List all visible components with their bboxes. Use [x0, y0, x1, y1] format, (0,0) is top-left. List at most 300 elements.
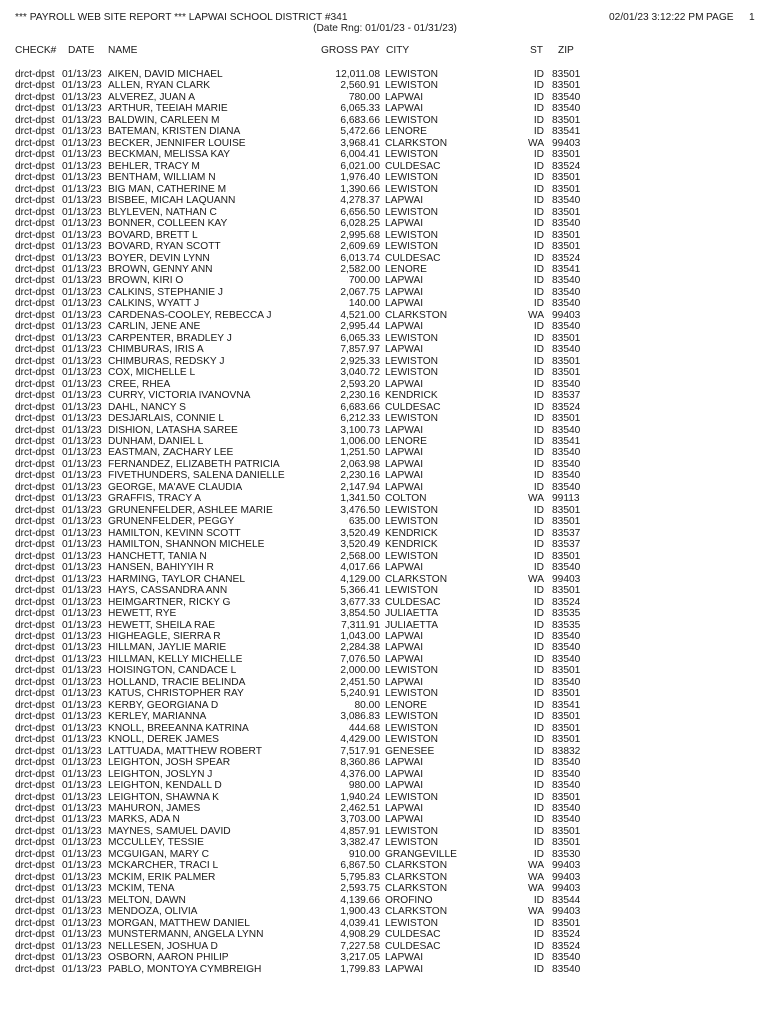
- employee-name: LATTUADA, MATTHEW ROBERT: [108, 745, 262, 757]
- city: LENORE: [385, 126, 427, 138]
- pay-date: 01/13/23: [62, 539, 102, 551]
- city: LAPWAI: [385, 424, 424, 436]
- zip-code: 83501: [552, 585, 581, 597]
- city: CLARKSTON: [385, 573, 448, 585]
- table-row: [0, 631, 770, 642]
- zip-code: 83540: [552, 963, 581, 975]
- employee-name: HANCHETT, TANIA N: [108, 550, 207, 562]
- state: ID: [533, 676, 544, 688]
- employee-name: MELTON, DAWN: [108, 894, 186, 906]
- check-type: drct-dpst: [15, 550, 55, 562]
- state: ID: [533, 688, 544, 700]
- gross-pay: 2,593.20: [340, 378, 380, 390]
- employee-name: MCGUIGAN, MARY C: [108, 848, 209, 860]
- table-row: [0, 138, 770, 149]
- city: GENESEE: [385, 745, 435, 757]
- employee-name: BOYER, DEVIN LYNN: [108, 252, 210, 264]
- pay-date: 01/13/23: [62, 103, 102, 115]
- zip-code: 83540: [552, 91, 581, 103]
- pay-date: 01/13/23: [62, 195, 102, 207]
- gross-pay: 6,004.41: [340, 149, 380, 161]
- employee-name: HEWETT, SHEILA RAE: [108, 619, 215, 631]
- state: ID: [533, 218, 544, 230]
- zip-code: 83501: [552, 241, 581, 253]
- zip-code: 99113: [552, 493, 580, 505]
- pay-date: 01/13/23: [62, 768, 102, 780]
- city: LEWISTON: [385, 722, 439, 734]
- check-type: drct-dpst: [15, 390, 55, 402]
- check-type: drct-dpst: [15, 229, 55, 241]
- employee-name: HARMING, TAYLOR CHANEL: [108, 573, 245, 585]
- city: LEWISTON: [385, 791, 439, 803]
- check-type: drct-dpst: [15, 596, 55, 608]
- pay-date: 01/13/23: [62, 206, 102, 218]
- employee-name: OSBORN, AARON PHILIP: [108, 952, 229, 964]
- pay-date: 01/13/23: [62, 160, 102, 172]
- zip-code: 83540: [552, 378, 581, 390]
- pay-date: 01/13/23: [62, 309, 102, 321]
- city: LEWISTON: [385, 114, 439, 126]
- check-type: drct-dpst: [15, 172, 55, 184]
- zip-code: 83501: [552, 825, 581, 837]
- check-type: drct-dpst: [15, 413, 55, 425]
- state: WA: [528, 883, 545, 895]
- employee-name: DESJARLAIS, CONNIE L: [108, 413, 225, 425]
- employee-name: CREE, RHEA: [108, 378, 171, 390]
- city: CLARKSTON: [385, 906, 448, 918]
- table-row: [0, 654, 770, 665]
- table-row: [0, 390, 770, 401]
- state: WA: [528, 309, 545, 321]
- city: LEWISTON: [385, 585, 439, 597]
- state: ID: [533, 630, 544, 642]
- employee-name: HAMILTON, KEVINN SCOTT: [108, 527, 241, 539]
- gross-pay: 3,520.49: [340, 539, 380, 551]
- city: LAPWAI: [385, 344, 424, 356]
- gross-pay: 3,677.33: [340, 596, 380, 608]
- pay-date: 01/13/23: [62, 642, 102, 654]
- state: WA: [528, 860, 545, 872]
- city: LEWISTON: [385, 550, 439, 562]
- city: LAPWAI: [385, 321, 424, 333]
- employee-name: ALVEREZ, JUAN A: [108, 91, 195, 103]
- zip-code: 83540: [552, 286, 581, 298]
- zip-code: 83540: [552, 780, 581, 792]
- city: JULIAETTA: [385, 619, 439, 631]
- zip-code: 83501: [552, 413, 581, 425]
- city: LEWISTON: [385, 241, 439, 253]
- check-type: drct-dpst: [15, 825, 55, 837]
- employee-name: BISBEE, MICAH LAQUANN: [108, 195, 236, 207]
- table-row: [0, 172, 770, 183]
- city: LEWISTON: [385, 734, 439, 746]
- employee-name: GRUNENFELDER, ASHLEE MARIE: [108, 504, 273, 516]
- state: ID: [533, 803, 544, 814]
- city: GRANGEVILLE: [385, 848, 457, 860]
- state: ID: [533, 367, 544, 379]
- zip-code: 83501: [552, 734, 581, 746]
- pay-date: 01/13/23: [62, 355, 102, 367]
- pay-date: 01/13/23: [62, 562, 102, 574]
- table-row: [0, 551, 770, 562]
- state: ID: [533, 527, 544, 539]
- employee-name: MAYNES, SAMUEL DAVID: [108, 825, 231, 837]
- table-row: [0, 562, 770, 573]
- zip-code: 83540: [552, 676, 581, 688]
- pay-date: 01/13/23: [62, 745, 102, 757]
- employee-name: EASTMAN, ZACHARY LEE: [108, 447, 234, 459]
- gross-pay: 635.00: [348, 516, 380, 528]
- employee-name: HOISINGTON, CANDACE L: [108, 665, 237, 677]
- check-type: drct-dpst: [15, 745, 55, 757]
- state: ID: [533, 80, 544, 92]
- table-row: [0, 482, 770, 493]
- gross-pay: 6,867.50: [340, 860, 380, 872]
- state: ID: [533, 929, 544, 941]
- state: ID: [533, 963, 544, 975]
- table-row: [0, 230, 770, 241]
- check-type: drct-dpst: [15, 848, 55, 860]
- pay-date: 01/13/23: [62, 332, 102, 344]
- state: ID: [533, 894, 544, 906]
- table-row: [0, 379, 770, 390]
- gross-pay: 2,995.44: [340, 321, 380, 333]
- gross-pay: 4,129.00: [340, 573, 380, 585]
- city: LEWISTON: [385, 206, 439, 218]
- state: ID: [533, 114, 544, 126]
- state: ID: [533, 183, 544, 195]
- zip-code: 83501: [552, 665, 581, 677]
- zip-code: 83540: [552, 814, 581, 826]
- table-row: [0, 952, 770, 963]
- city: LEWISTON: [385, 413, 439, 425]
- check-type: drct-dpst: [15, 183, 55, 195]
- check-type: drct-dpst: [15, 401, 55, 413]
- table-row: [0, 356, 770, 367]
- table-row: [0, 597, 770, 608]
- employee-name: HIGHEAGLE, SIERRA R: [108, 630, 221, 642]
- table-row: [0, 826, 770, 837]
- check-type: drct-dpst: [15, 917, 55, 929]
- table-row: [0, 516, 770, 527]
- pay-date: 01/13/23: [62, 263, 102, 275]
- employee-name: CHIMBURAS, REDSKY J: [108, 355, 225, 367]
- table-row: [0, 195, 770, 206]
- pay-date: 01/13/23: [62, 585, 102, 597]
- table-row: [0, 769, 770, 780]
- pay-date: 01/13/23: [62, 791, 102, 803]
- employee-name: MORGAN, MATTHEW DANIEL: [108, 917, 250, 929]
- zip-code: 83501: [552, 355, 581, 367]
- pay-date: 01/13/23: [62, 757, 102, 769]
- city: LEWISTON: [385, 516, 439, 528]
- employee-name: HILLMAN, KELLY MICHELLE: [108, 653, 243, 665]
- gross-pay: 3,968.41: [340, 137, 380, 149]
- check-type: drct-dpst: [15, 355, 55, 367]
- gross-pay: 2,582.00: [340, 263, 380, 275]
- pay-date: 01/13/23: [62, 665, 102, 677]
- pay-date: 01/13/23: [62, 596, 102, 608]
- table-row: [0, 539, 770, 550]
- employee-name: HANSEN, BAHIYYIH R: [108, 562, 214, 574]
- employee-name: ARTHUR, TEEIAH MARIE: [108, 103, 228, 115]
- pay-date: 01/13/23: [62, 229, 102, 241]
- table-row: [0, 115, 770, 126]
- zip-code: 83540: [552, 952, 581, 964]
- pay-date: 01/13/23: [62, 286, 102, 298]
- state: ID: [533, 195, 544, 207]
- table-row: [0, 964, 770, 975]
- table-row: [0, 275, 770, 286]
- gross-pay: 1,976.40: [340, 172, 380, 184]
- table-row: [0, 126, 770, 137]
- gross-pay: 980.00: [348, 780, 380, 792]
- table-row: [0, 574, 770, 585]
- state: ID: [533, 550, 544, 562]
- check-type: drct-dpst: [15, 137, 55, 149]
- zip-code: 83524: [552, 160, 581, 172]
- gross-pay: 700.00: [348, 275, 380, 287]
- table-row: [0, 677, 770, 688]
- table-row: [0, 746, 770, 757]
- employee-name: BROWN, KIRI O: [108, 275, 184, 287]
- table-row: [0, 218, 770, 229]
- check-type: drct-dpst: [15, 837, 55, 849]
- state: ID: [533, 390, 544, 402]
- check-type: drct-dpst: [15, 504, 55, 516]
- zip-code: 83537: [552, 539, 581, 551]
- state: ID: [533, 699, 544, 711]
- table-row: [0, 402, 770, 413]
- table-row: [0, 883, 770, 894]
- gross-pay: 6,021.00: [340, 160, 380, 172]
- gross-pay: 2,147.94: [340, 481, 380, 493]
- pay-date: 01/13/23: [62, 516, 102, 528]
- city: LAPWAI: [385, 458, 424, 470]
- pay-date: 01/13/23: [62, 218, 102, 230]
- zip-code: 83530: [552, 848, 581, 860]
- employee-name: BECKER, JENNIFER LOUISE: [108, 137, 246, 149]
- table-row: [0, 425, 770, 436]
- state: ID: [533, 436, 544, 447]
- employee-name: CARPENTER, BRADLEY J: [108, 332, 232, 344]
- zip-code: 83501: [552, 688, 581, 700]
- zip-code: 83540: [552, 321, 581, 333]
- check-type: drct-dpst: [15, 929, 55, 941]
- employee-name: BALDWIN, CARLEEN M: [108, 114, 220, 126]
- check-type: drct-dpst: [15, 963, 55, 975]
- pay-date: 01/13/23: [62, 183, 102, 195]
- gross-pay: 7,517.91: [340, 745, 380, 757]
- table-row: [0, 918, 770, 929]
- check-type: drct-dpst: [15, 263, 55, 275]
- check-type: drct-dpst: [15, 871, 55, 883]
- gross-pay: 6,065.33: [340, 332, 380, 344]
- pay-date: 01/13/23: [62, 470, 102, 482]
- check-type: drct-dpst: [15, 860, 55, 872]
- city: LEWISTON: [385, 837, 439, 849]
- city: CULDESAC: [385, 929, 441, 941]
- state: ID: [533, 952, 544, 964]
- zip-code: 83540: [552, 642, 581, 654]
- zip-code: 83524: [552, 940, 581, 952]
- table-row: [0, 264, 770, 275]
- table-row: [0, 642, 770, 653]
- check-type: drct-dpst: [15, 768, 55, 780]
- gross-pay: 2,230.16: [340, 390, 380, 402]
- employee-name: COX, MICHELLE L: [108, 367, 196, 379]
- zip-code: 83540: [552, 481, 581, 493]
- gross-pay: 3,703.00: [340, 814, 380, 826]
- table-row: [0, 149, 770, 160]
- pay-date: 01/13/23: [62, 321, 102, 333]
- pay-date: 01/13/23: [62, 860, 102, 872]
- zip-code: 99403: [552, 883, 581, 895]
- zip-code: 83541: [552, 699, 581, 711]
- gross-pay: 140.00: [348, 298, 380, 310]
- state: ID: [533, 103, 544, 115]
- state: ID: [533, 791, 544, 803]
- gross-pay: 1,043.00: [340, 630, 380, 642]
- check-type: drct-dpst: [15, 424, 55, 436]
- table-row: [0, 298, 770, 309]
- check-type: drct-dpst: [15, 699, 55, 711]
- check-type: drct-dpst: [15, 642, 55, 654]
- gross-pay: 1,251.50: [340, 447, 380, 459]
- state: ID: [533, 149, 544, 161]
- zip-code: 99403: [552, 860, 581, 872]
- employee-name: LEIGHTON, JOSLYN J: [108, 768, 213, 780]
- employee-name: BIG MAN, CATHERINE M: [108, 183, 227, 195]
- city: LEWISTON: [385, 917, 439, 929]
- page-number: 1: [749, 12, 755, 23]
- city: LAPWAI: [385, 642, 424, 654]
- pay-date: 01/13/23: [62, 378, 102, 390]
- zip-code: 83524: [552, 929, 581, 941]
- employee-name: BEHLER, TRACY M: [108, 160, 200, 172]
- gross-pay: 2,462.51: [340, 803, 380, 814]
- state: ID: [533, 516, 544, 528]
- gross-pay: 3,854.50: [340, 608, 380, 620]
- gross-pay: 2,063.98: [340, 458, 380, 470]
- state: ID: [533, 619, 544, 631]
- state: WA: [528, 573, 545, 585]
- state: ID: [533, 332, 544, 344]
- check-type: drct-dpst: [15, 814, 55, 826]
- state: ID: [533, 734, 544, 746]
- table-row: [0, 837, 770, 848]
- pay-date: 01/13/23: [62, 825, 102, 837]
- check-type: drct-dpst: [15, 688, 55, 700]
- table-row: [0, 103, 770, 114]
- zip-code: 83501: [552, 837, 581, 849]
- state: ID: [533, 355, 544, 367]
- check-type: drct-dpst: [15, 103, 55, 115]
- zip-code: 83540: [552, 195, 581, 207]
- employee-name: BLYLEVEN, NATHAN C: [108, 206, 217, 218]
- check-type: drct-dpst: [15, 894, 55, 906]
- pay-date: 01/13/23: [62, 413, 102, 425]
- gross-pay: 7,227.58: [340, 940, 380, 952]
- gross-pay: 4,857.91: [340, 825, 380, 837]
- zip-code: 83540: [552, 218, 581, 230]
- check-type: drct-dpst: [15, 630, 55, 642]
- zip-code: 83501: [552, 722, 581, 734]
- check-type: drct-dpst: [15, 803, 55, 814]
- table-row: [0, 367, 770, 378]
- pay-date: 01/13/23: [62, 676, 102, 688]
- city: LEWISTON: [385, 688, 439, 700]
- pay-date: 01/13/23: [62, 871, 102, 883]
- state: ID: [533, 126, 544, 138]
- check-type: drct-dpst: [15, 940, 55, 952]
- table-row: [0, 700, 770, 711]
- gross-pay: 4,429.00: [340, 734, 380, 746]
- gross-pay: 4,017.66: [340, 562, 380, 574]
- gross-pay: 7,311.91: [341, 619, 380, 631]
- state: ID: [533, 229, 544, 241]
- state: ID: [533, 596, 544, 608]
- gross-pay: 6,013.74: [340, 252, 380, 264]
- zip-code: 99403: [552, 309, 581, 321]
- column-header-gross-pay: GROSS PAY: [321, 45, 380, 56]
- column-header-name: NAME: [108, 45, 138, 56]
- zip-code: 83501: [552, 516, 581, 528]
- gross-pay: 3,382.47: [340, 837, 380, 849]
- state: ID: [533, 206, 544, 218]
- state: ID: [533, 722, 544, 734]
- gross-pay: 3,476.50: [340, 504, 380, 516]
- gross-pay: 5,240.91: [340, 688, 380, 700]
- city: LAPWAI: [385, 562, 424, 574]
- city: LEWISTON: [385, 711, 439, 723]
- pay-date: 01/13/23: [62, 917, 102, 929]
- state: ID: [533, 458, 544, 470]
- employee-name: MUNSTERMANN, ANGELA LYNN: [108, 929, 264, 941]
- gross-pay: 3,520.49: [340, 527, 380, 539]
- zip-code: 83501: [552, 80, 581, 92]
- table-row: [0, 872, 770, 883]
- zip-code: 83544: [552, 894, 581, 906]
- check-type: drct-dpst: [15, 619, 55, 631]
- zip-code: 83501: [552, 917, 581, 929]
- city: LENORE: [385, 436, 427, 447]
- gross-pay: 4,278.37: [340, 195, 380, 207]
- state: ID: [533, 241, 544, 253]
- table-row: [0, 344, 770, 355]
- gross-pay: 2,451.50: [340, 676, 380, 688]
- pay-date: 01/13/23: [62, 424, 102, 436]
- gross-pay: 4,376.00: [340, 768, 380, 780]
- pay-date: 01/13/23: [62, 734, 102, 746]
- table-row: [0, 241, 770, 252]
- city: JULIAETTA: [385, 608, 439, 620]
- check-type: drct-dpst: [15, 573, 55, 585]
- table-row: [0, 310, 770, 321]
- pay-date: 01/13/23: [62, 711, 102, 723]
- city: LEWISTON: [385, 367, 439, 379]
- city: CLARKSTON: [385, 309, 448, 321]
- gross-pay: 1,900.43: [340, 906, 380, 918]
- check-type: drct-dpst: [15, 780, 55, 792]
- employee-name: DUNHAM, DANIEL L: [108, 436, 204, 447]
- employee-name: BONNER, COLLEEN KAY: [108, 218, 228, 230]
- pay-date: 01/13/23: [62, 149, 102, 161]
- employee-name: AIKEN, DAVID MICHAEL: [108, 69, 223, 80]
- state: ID: [533, 940, 544, 952]
- zip-code: 83501: [552, 114, 581, 126]
- gross-pay: 1,341.50: [340, 493, 380, 505]
